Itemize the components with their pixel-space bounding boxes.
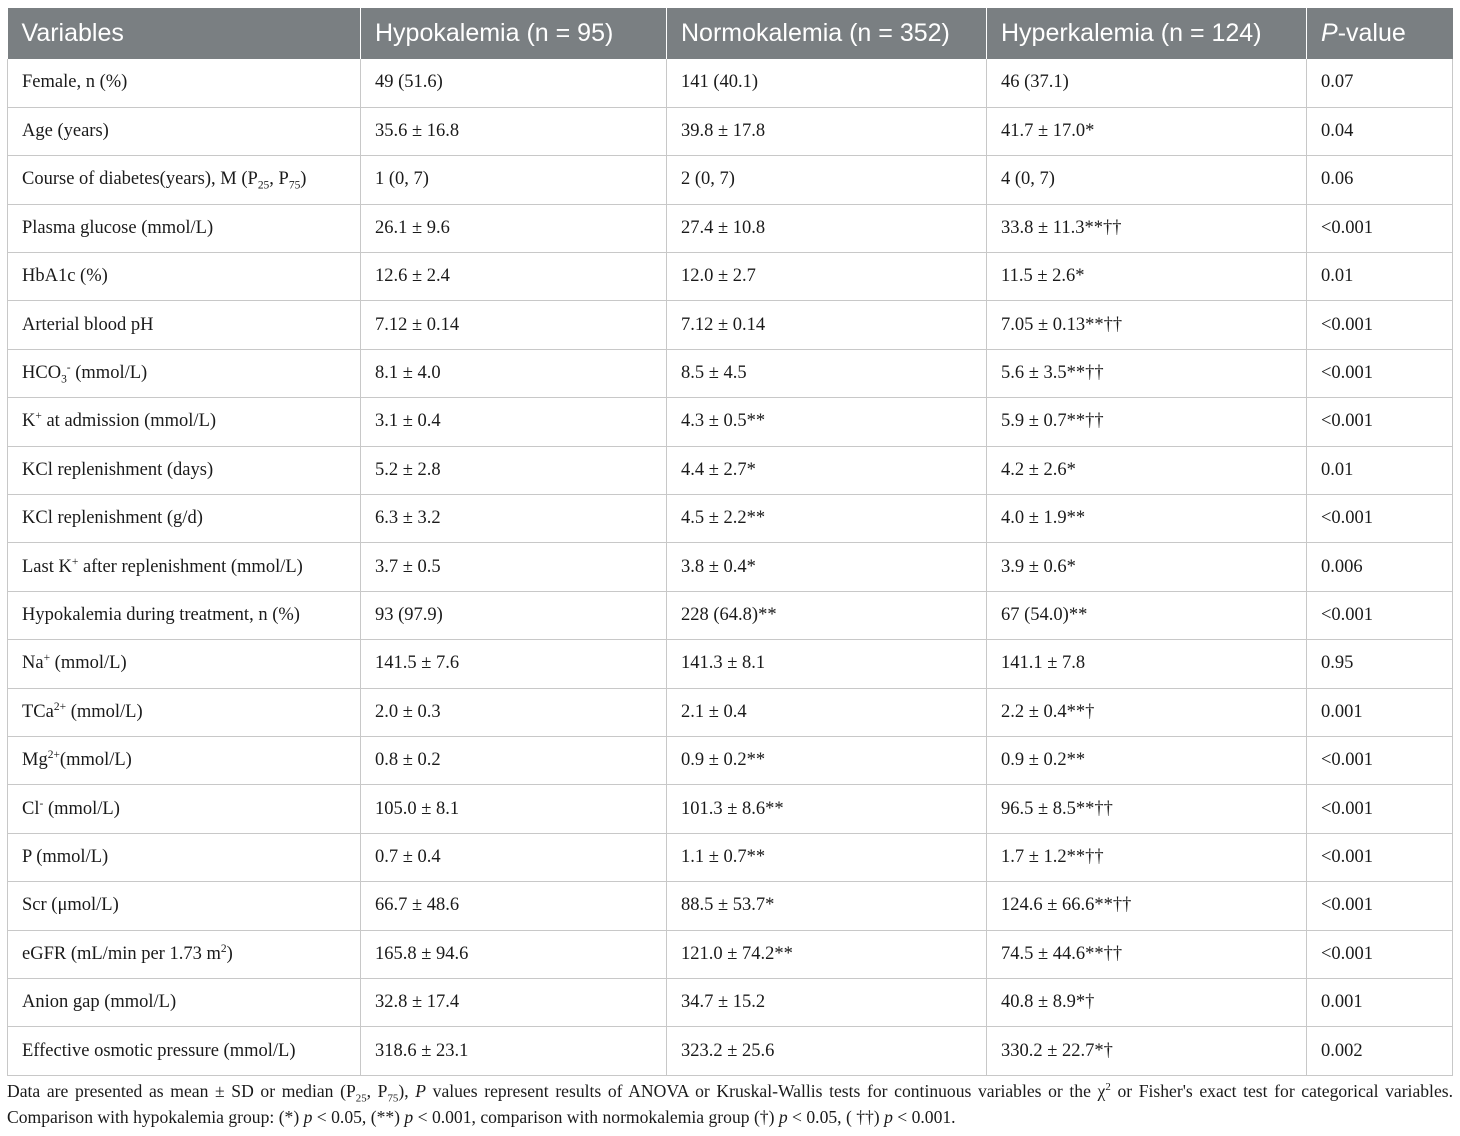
table-row [8, 543, 1453, 591]
cell-variable: HbA1c (%) [8, 253, 361, 301]
cell-p-value: <0.001 [1307, 930, 1453, 978]
cell-p-value: <0.001 [1307, 349, 1453, 397]
cell-normokalemia: 34.7 ± 15.2 [667, 978, 987, 1026]
cell-variable: Last K+ after replenishment (mmol/L) [8, 543, 361, 591]
cell-variable: K+ at admission (mmol/L) [8, 398, 361, 446]
cell-p-value: 0.06 [1307, 156, 1453, 204]
cell-hypokalemia: 3.7 ± 0.5 [361, 543, 667, 591]
cell-variable: Effective osmotic pressure (mmol/L) [8, 1027, 361, 1075]
table-row [8, 349, 1453, 397]
header-normokalemia: Normokalemia (n = 352) [667, 8, 987, 59]
cell-normokalemia: 0.9 ± 0.2** [667, 736, 987, 784]
table-row [8, 156, 1453, 204]
table-row [8, 59, 1453, 107]
cell-normokalemia: 2.1 ± 0.4 [667, 688, 987, 736]
table-row [8, 882, 1453, 930]
header-p-value: P-value [1307, 8, 1453, 59]
cell-hyperkalemia: 141.1 ± 7.8 [987, 640, 1307, 688]
cell-p-value: <0.001 [1307, 204, 1453, 252]
header-hypokalemia: Hypokalemia (n = 95) [361, 8, 667, 59]
cell-hypokalemia: 165.8 ± 94.6 [361, 930, 667, 978]
table-row [8, 495, 1453, 543]
cell-normokalemia: 228 (64.8)** [667, 591, 987, 639]
cell-p-value: <0.001 [1307, 301, 1453, 349]
cell-normokalemia: 141.3 ± 8.1 [667, 640, 987, 688]
cell-p-value: <0.001 [1307, 736, 1453, 784]
cell-p-value: 0.04 [1307, 107, 1453, 155]
cell-hypokalemia: 2.0 ± 0.3 [361, 688, 667, 736]
table-row [8, 1027, 1453, 1075]
cell-hypokalemia: 7.12 ± 0.14 [361, 301, 667, 349]
cell-p-value: <0.001 [1307, 495, 1453, 543]
cell-hypokalemia: 26.1 ± 9.6 [361, 204, 667, 252]
cell-hyperkalemia: 3.9 ± 0.6* [987, 543, 1307, 591]
cell-normokalemia: 4.3 ± 0.5** [667, 398, 987, 446]
table-body [8, 59, 1453, 1075]
table-row [8, 446, 1453, 494]
table-row [8, 253, 1453, 301]
cell-p-value: 0.95 [1307, 640, 1453, 688]
cell-hypokalemia: 318.6 ± 23.1 [361, 1027, 667, 1075]
cell-normokalemia: 88.5 ± 53.7* [667, 882, 987, 930]
cell-normokalemia: 39.8 ± 17.8 [667, 107, 987, 155]
cell-normokalemia: 141 (40.1) [667, 59, 987, 107]
table-header [8, 8, 1453, 59]
cell-variable: Course of diabetes(years), M ($P_{25}$, $P_{75}$) [8, 156, 361, 204]
cell-hypokalemia: 32.8 ± 17.4 [361, 978, 667, 1026]
cell-hypokalemia: 0.7 ± 0.4 [361, 833, 667, 881]
header-variables: Variables [8, 8, 361, 59]
cell-normokalemia: 2 (0, 7) [667, 156, 987, 204]
cell-hyperkalemia: 2.2 ± 0.4**† [987, 688, 1307, 736]
cell-hypokalemia: 6.3 ± 3.2 [361, 495, 667, 543]
table-row [8, 736, 1453, 784]
table-row [8, 591, 1453, 639]
cell-hypokalemia: 8.1 ± 4.0 [361, 349, 667, 397]
cell-hyperkalemia: 41.7 ± 17.0* [987, 107, 1307, 155]
cell-hyperkalemia: 0.9 ± 0.2** [987, 736, 1307, 784]
header-hyperkalemia: Hyperkalemia (n = 124) [987, 8, 1307, 59]
cell-p-value: 0.01 [1307, 253, 1453, 301]
cell-normokalemia: 1.1 ± 0.7** [667, 833, 987, 881]
table-row [8, 785, 1453, 833]
cell-hyperkalemia: 33.8 ± 11.3**†† [987, 204, 1307, 252]
cell-hypokalemia: 5.2 ± 2.8 [361, 446, 667, 494]
cell-normokalemia: 121.0 ± 74.2** [667, 930, 987, 978]
table-row [8, 398, 1453, 446]
cell-hyperkalemia: 4.2 ± 2.6* [987, 446, 1307, 494]
table-row [8, 107, 1453, 155]
cell-variable: eGFR (mL/min per 1.73 $m^2$) [8, 930, 361, 978]
cell-variable: $HCO_3^-$ (mmol/L) [8, 349, 361, 397]
cell-hypokalemia: 12.6 ± 2.4 [361, 253, 667, 301]
cell-hypokalemia: 66.7 ± 48.6 [361, 882, 667, 930]
cell-hyperkalemia: 11.5 ± 2.6* [987, 253, 1307, 301]
cell-variable: KCl replenishment (g/d) [8, 495, 361, 543]
table-row [8, 204, 1453, 252]
cell-normokalemia: 3.8 ± 0.4* [667, 543, 987, 591]
cell-p-value: 0.001 [1307, 688, 1453, 736]
cell-normokalemia: 27.4 ± 10.8 [667, 204, 987, 252]
cell-hyperkalemia: 46 (37.1) [987, 59, 1307, 107]
cell-p-value: <0.001 [1307, 785, 1453, 833]
cell-variable: TCa$^{2+}$ (mmol/L) [8, 688, 361, 736]
table-row [8, 930, 1453, 978]
cell-hypokalemia: 49 (51.6) [361, 59, 667, 107]
cell-hyperkalemia: 330.2 ± 22.7*† [987, 1027, 1307, 1075]
cell-hyperkalemia: 5.6 ± 3.5**†† [987, 349, 1307, 397]
table-row [8, 640, 1453, 688]
cell-hyperkalemia: 96.5 ± 8.5**†† [987, 785, 1307, 833]
cell-p-value: <0.001 [1307, 591, 1453, 639]
cell-p-value: 0.01 [1307, 446, 1453, 494]
cell-hypokalemia: 93 (97.9) [361, 591, 667, 639]
cell-variable: Scr (μmol/L) [8, 882, 361, 930]
cell-hyperkalemia: 4 (0, 7) [987, 156, 1307, 204]
table-row [8, 301, 1453, 349]
cell-p-value: 0.001 [1307, 978, 1453, 1026]
cell-variable: $Mg^{2+}(mmol/L)$ [8, 736, 361, 784]
cell-variable: Plasma glucose (mmol/L) [8, 204, 361, 252]
cell-variable: Na+ (mmol/L) [8, 640, 361, 688]
cell-hyperkalemia: 74.5 ± 44.6**†† [987, 930, 1307, 978]
cell-normokalemia: 8.5 ± 4.5 [667, 349, 987, 397]
cell-normokalemia: 4.5 ± 2.2** [667, 495, 987, 543]
cell-hypokalemia: 0.8 ± 0.2 [361, 736, 667, 784]
cell-variable: Arterial blood pH [8, 301, 361, 349]
cell-variable: P (mmol/L) [8, 833, 361, 881]
table-row [8, 833, 1453, 881]
cell-normokalemia: 4.4 ± 2.7* [667, 446, 987, 494]
cell-p-value: 0.07 [1307, 59, 1453, 107]
data-table-container [7, 8, 1452, 1076]
cell-hyperkalemia: 4.0 ± 1.9** [987, 495, 1307, 543]
cell-p-value: <0.001 [1307, 882, 1453, 930]
cell-hyperkalemia: 40.8 ± 8.9*† [987, 978, 1307, 1026]
cell-normokalemia: 101.3 ± 8.6** [667, 785, 987, 833]
cell-variable: KCl replenishment (days) [8, 446, 361, 494]
cell-hyperkalemia: 124.6 ± 66.6**†† [987, 882, 1307, 930]
cell-hyperkalemia: 1.7 ± 1.2**†† [987, 833, 1307, 881]
cell-variable: Hypokalemia during treatment, n (%) [8, 591, 361, 639]
cell-p-value: <0.001 [1307, 398, 1453, 446]
cell-hyperkalemia: 67 (54.0)** [987, 591, 1307, 639]
cell-hyperkalemia: 5.9 ± 0.7**†† [987, 398, 1307, 446]
cell-p-value: 0.002 [1307, 1027, 1453, 1075]
data-table [7, 8, 1453, 1076]
cell-hypokalemia: 141.5 ± 7.6 [361, 640, 667, 688]
cell-hypokalemia: 1 (0, 7) [361, 156, 667, 204]
cell-p-value: 0.006 [1307, 543, 1453, 591]
table-footnote: Data are presented as mean ± SD or median ($P_{25}$, $P_{75}$), P values represent results of ANOVA or Kruskal-Wallis tests for continuous variables or the $\chi^2$ or Fisher's exact test for categorical variables. Comparison with hypokalemia group: (*) p < 0.05, (**) p < 0.001, comparison with normokalemia group (†) p < 0.05, ( ††) p < 0.001. [7, 1081, 1453, 1127]
cell-variable: Female, n (%) [8, 59, 361, 107]
cell-variable: Anion gap (mmol/L) [8, 978, 361, 1026]
cell-hypokalemia: 3.1 ± 0.4 [361, 398, 667, 446]
header-row [8, 8, 1453, 59]
cell-variable: Age (years) [8, 107, 361, 155]
cell-variable: Cl- (mmol/L) [8, 785, 361, 833]
cell-p-value: <0.001 [1307, 833, 1453, 881]
table-row [8, 688, 1453, 736]
cell-hyperkalemia: 7.05 ± 0.13**†† [987, 301, 1307, 349]
cell-normokalemia: 323.2 ± 25.6 [667, 1027, 987, 1075]
cell-hypokalemia: 35.6 ± 16.8 [361, 107, 667, 155]
cell-normokalemia: 12.0 ± 2.7 [667, 253, 987, 301]
cell-normokalemia: 7.12 ± 0.14 [667, 301, 987, 349]
table-row [8, 978, 1453, 1026]
cell-hypokalemia: 105.0 ± 8.1 [361, 785, 667, 833]
